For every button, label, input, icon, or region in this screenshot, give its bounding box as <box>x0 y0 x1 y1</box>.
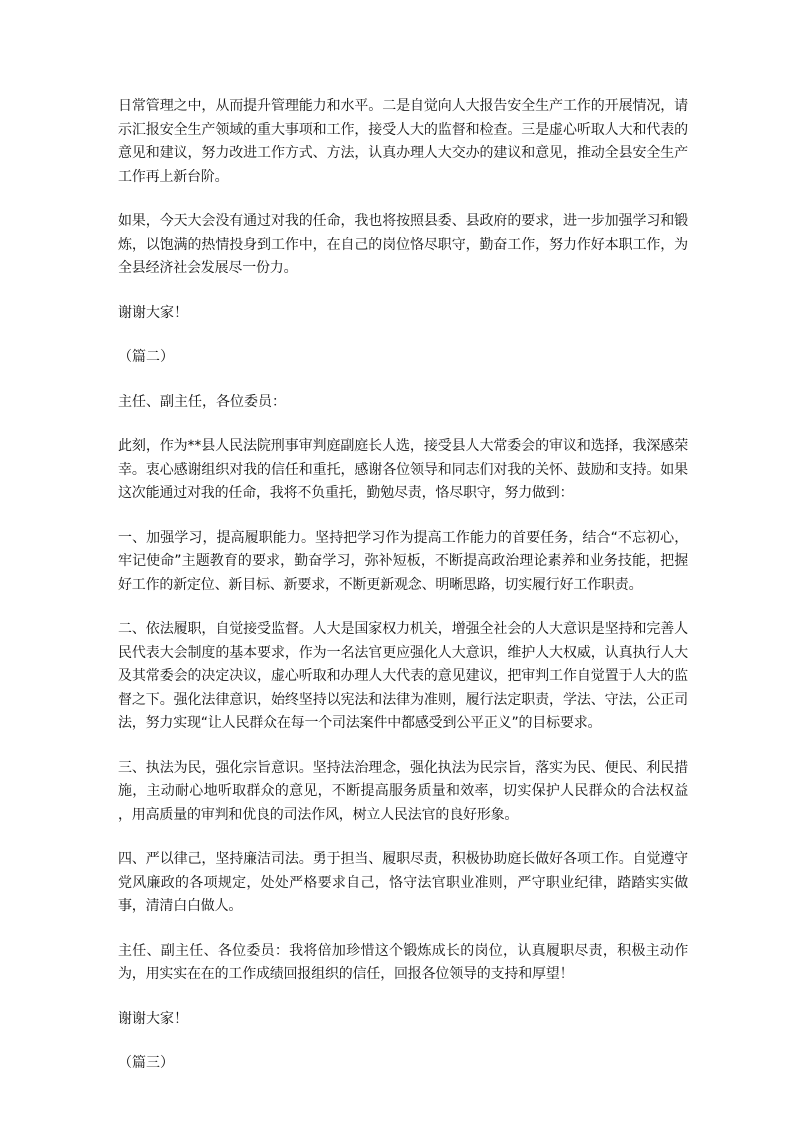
section-heading-3: （篇三） <box>118 1055 174 1071</box>
paragraph-point-1: 一、加强学习，提高履职能力。坚持把学习作为提高工作能力的首要任务，结合“不忘初心，牢记使命”主题教育的要求，勤奋学习，弥补短板，不断提高政治理论素养和业务技能，把握好工作的新定位、新目标、新要求，不断更新观念、明晰思路，切实履行好工作职责。 <box>118 529 688 593</box>
section-heading-2: （篇二） <box>118 349 174 365</box>
paragraph-point-4: 四、严以律己，坚持廉洁司法。勇于担当、履职尽责，积极协助庭长做好各项工作。自觉遵守党风廉政的各项规定，处处严格要求自己，恪守法官职业准则，严守职业纪律，踏踏实实做事，清清白白做人。 <box>118 851 688 914</box>
closing-thanks-2: 谢谢大家！ <box>118 1010 188 1027</box>
paragraph-point-3: 三、执法为民，强化宗旨意识。坚持法治理念，强化执法为民宗旨，落实为民、便民、利民措施，主动耐心地听取群众的意见，不断提高服务质量和效率，切实保护人民群众的合法权益 ，用高质量的审判和优良的司法作风，树立人民法官的良好形象。 <box>118 759 688 823</box>
closing-thanks-1: 谢谢大家！ <box>118 304 188 321</box>
paragraph-closing: 主任、副主任、各位委员：我将倍加珍惜这个锻炼成长的岗位，认真履职尽责，积极主动作为，用实实在在的工作成绩回报组织的信任，回报各位领导的支持和厚望！ <box>118 942 688 982</box>
salutation: 主任、副主任，各位委员： <box>118 393 286 410</box>
document-body <box>118 95 688 1076</box>
paragraph-point-2: 二、依法履职，自觉接受监督。人大是国家权力机关，增强全社会的人大意识是坚持和完善人民代表大会制度的基本要求，作为一名法官更应强化人大意识，维护人大权威，认真执行人大及其常委会的决定决议，虚心听取和办理人大代表的意见建议，把审判工作自觉置于人大的监督之下。强化法律意识，始终坚持以宪法和法律为准则，履行法定职责，学法、守法，公正司法，努力实现“让人民群众在每一个司法案件中都感受到公平正义”的目标要求。 <box>118 621 688 731</box>
paragraph-intro: 此刻，作为**县人民法院刑事审判庭副庭长人选，接受县人大常委会的审议和选择，我深感荣幸。衷心感谢组织对我的信任和重托，感谢各位领导和同志们对我的关怀、鼓励和支持。如果这次能通过对我的任命，我将不负重托，勤勉尽责，恪尽职守，努力做到： <box>118 438 688 501</box>
paragraph-2: 如果，今天大会没有通过对我的任命，我也将按照县委、县政府的要求，进一步加强学习和锻炼，以饱满的热情投身到工作中，在自己的岗位恪尽职守，勤奋工作，努力作好本职工作，为全县经济社会发展尽一份力。 <box>118 213 688 276</box>
paragraph-1: 日常管理之中，从而提升管理能力和水平。二是自觉向人大报告安全生产工作的开展情况，请示汇报安全生产领域的重大事项和工作，接受人大的监督和检查。三是虚心听取人大和代表的意见和建议，努力改进工作方式、方法，认真办理人大交办的建议和意见，推动全县安全生产工作再上新台阶。 <box>118 98 688 185</box>
